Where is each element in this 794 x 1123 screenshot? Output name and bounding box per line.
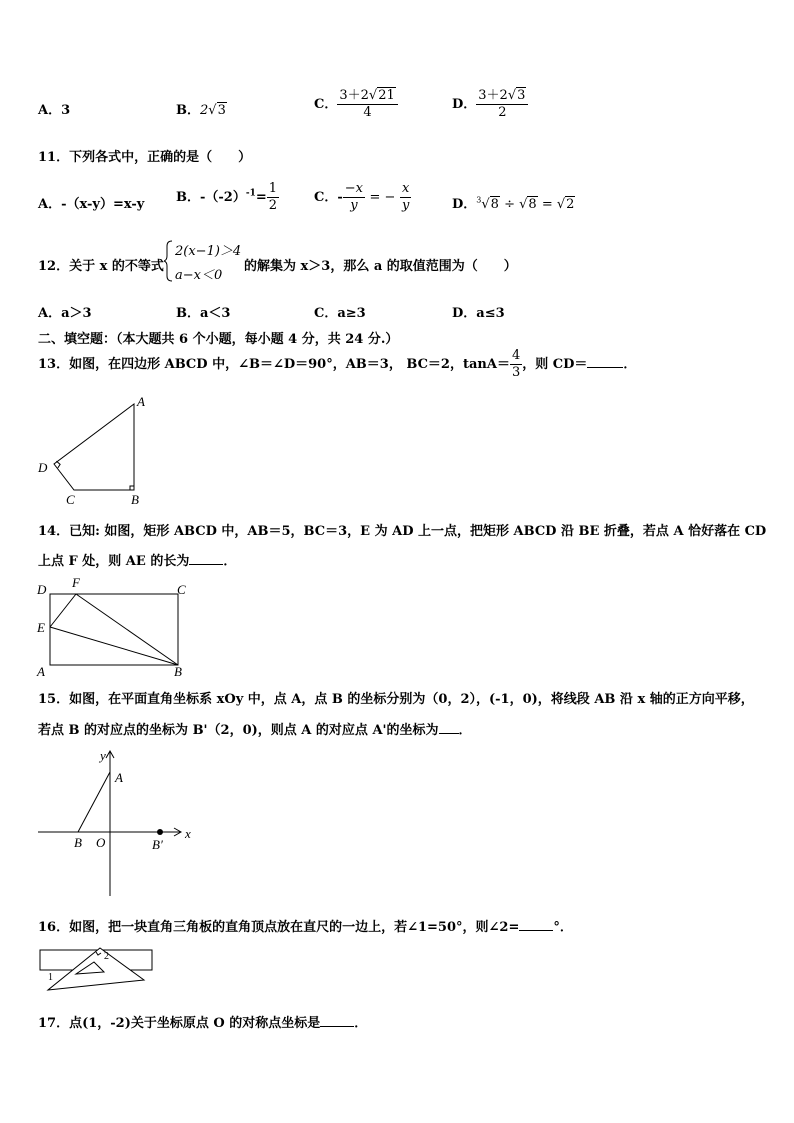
q13-figure (34, 394, 154, 506)
q14-label-b: B (174, 664, 182, 679)
q10-option-c: C． $\frac{3+2√21}{4}$ (314, 88, 398, 121)
q12-option-d: D．a≤3 (452, 306, 505, 321)
q10-option-d: D． $\frac{3+2√3}{2}$ (452, 88, 528, 121)
q14-figure (34, 574, 194, 682)
q10-option-a: A．3 (38, 103, 71, 118)
q14-label-c: C (177, 582, 186, 597)
q15-stem-line1: 15．如图，在平面直角坐标系 xOy 中，点 A，点 B 的坐标分别为（0，2），(-1，0)，将线段 AB 沿 x 轴的正方向平移， (38, 692, 754, 707)
q15-label-x: x (185, 826, 191, 841)
q16-answer-blank[interactable] (519, 930, 553, 931)
q12-inequality-1: 2(x−1)＞4 (175, 244, 242, 259)
q13-label-a: A (137, 394, 145, 409)
q14-stem-line1: 14．已知: 如图，矩形 ABCD 中，AB＝5，BC＝3，E 为 AD 上一点，把矩形 ABCD 沿 BE 折叠，若点 A 恰好落在 CD (38, 524, 767, 539)
q12-stem-pre: 12．关于 x 的不等式 (38, 259, 164, 274)
q12-option-b: B．a＜3 (176, 306, 231, 321)
q12-brace (164, 240, 174, 282)
q15-label-b-prime: B′ (152, 837, 163, 852)
q14-label-d: D (37, 582, 47, 597)
q11-option-c: C．- $\frac{-x}{y}$ = − $\frac{x}{y}$ (314, 181, 410, 213)
q15-label-y: y (100, 748, 106, 763)
q14-label-f: F (72, 575, 80, 590)
q13-answer-blank[interactable] (587, 367, 623, 368)
q13-label-c: C (66, 492, 75, 506)
q14-answer-blank[interactable] (189, 564, 223, 565)
q12-option-a: A．a＞3 (38, 306, 92, 321)
q14-label-e: E (37, 620, 45, 635)
q11-option-d: D．$^3$√8 ÷ √8 = √2 (452, 195, 575, 212)
q16-figure (34, 944, 164, 996)
q15-figure (34, 746, 204, 898)
q11-stem: 11．下列各式中，正确的是（ ） (38, 150, 252, 165)
q16-label-1: 1 (48, 972, 53, 983)
q14-stem-line2: 上点 F 处，则 AE 的长为 ． (38, 554, 237, 569)
q16-label-2: 2 (104, 951, 109, 962)
q17-answer-blank[interactable] (320, 1026, 354, 1027)
q15-label-b: B (74, 835, 82, 850)
q11-option-a: A．-（x-y）=x-y (38, 197, 145, 212)
q13-label-b: B (131, 492, 139, 506)
q15-label-a: A (115, 770, 123, 785)
q13-stem: 13．如图，在四边形 ABCD 中，∠B＝∠D＝90°，AB＝3， BC＝2，tanA＝ $\frac{4}{3}$ ，则 CD＝ ． (38, 348, 637, 380)
q17-stem: 17．点(1，-2)关于坐标原点 O 的对称点坐标是 ． (38, 1016, 368, 1031)
q16-stem: 16．如图，把一块直角三角板的直角顶点放在直尺的一边上，若∠1=50°，则∠2= °． (38, 920, 573, 935)
q10-option-b: B．2√3 (176, 103, 226, 118)
q12-inequality-2: a−x＜0 (175, 268, 223, 283)
q15-answer-blank[interactable] (439, 733, 459, 734)
q15-stem-line2: 若点 B 的对应点的坐标为 B'（2，0)，则点 A 的对应点 A'的坐标为 ． (38, 723, 472, 738)
q12-option-c: C．a≥3 (314, 306, 366, 321)
q13-label-d: D (38, 460, 48, 475)
q12-stem-post: 的解集为 x＞3，那么 a 的取值范围为（ ） (244, 259, 517, 274)
q11-option-b: B．$-(-2)^{-1}=$ $\frac{1}{2}$ (176, 181, 278, 213)
section-title: 二、填空题：（本大题共 6 个小题，每小题 4 分，共 24 分.） (38, 332, 399, 347)
q14-label-a: A (37, 664, 45, 679)
q15-label-o: O (96, 835, 106, 850)
